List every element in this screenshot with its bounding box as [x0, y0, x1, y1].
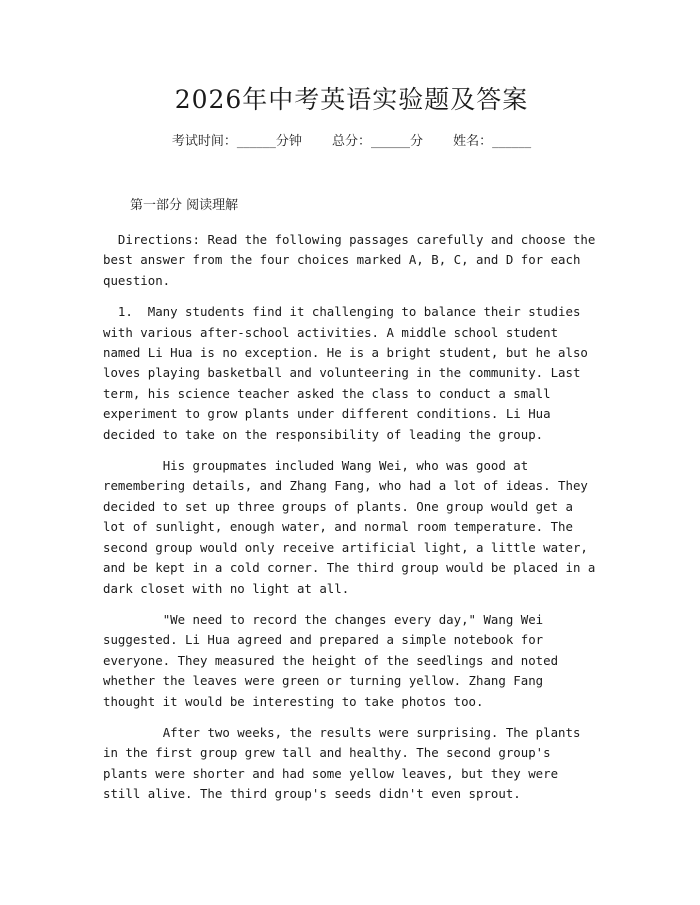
- exam-info-line: [103, 132, 600, 152]
- passage-paragraph: 1. Many students find it challenging to balance their studies with various after-school activities. A middle school student named Li Hua is no exception. He is a bright student, but he also loves playing basketball and volunteering in the community. Last term, his science teacher asked the class to conduct a small experiment to grow plants under different conditions. Li Hua decided to take on the responsibility of leading the group.: [103, 304, 596, 442]
- total-score-field: 总分：______分: [331, 134, 423, 149]
- section-heading: 第一部分 阅读理解: [130, 198, 239, 213]
- student-name-field: 姓名：______: [453, 134, 532, 149]
- document-title: 2026年中考英语实验题及答案: [174, 85, 529, 114]
- directions-paragraph: Directions: Read the following passages carefully and choose the best answer from the four choices marked A, B, C, and D for each question.: [103, 232, 603, 288]
- passage-paragraph: "We need to record the changes every day," Wang Wei suggested. Li Hua agreed and prepared a simple notebook for everyone. They measured the height of the seedlings and noted whether the leaves were green or turning yellow. Zhang Fang thought it would be interesting to take photos too.: [103, 611, 566, 709]
- exam-time-field: 考试时间：______分钟: [171, 134, 302, 149]
- passage-paragraph: His groupmates included Wang Wei, who was good at remembering details, and Zhang Fang, who had a lot of ideas. They decided to set up three groups of plants. One group would get a lot of sunlight, enough water, and normal room temperature. The second group would only receive artificial light, a little water, and be kept in a cold corner. The third group would be placed in a dark closet with no light at all.: [103, 458, 603, 596]
- passage-paragraph: After two weeks, the results were surprising. The plants in the first group grew tall and healthy. The second group's plants were shorter and had some yellow leaves, but they were still alive. The third group's seeds didn't even sprout.: [103, 724, 588, 802]
